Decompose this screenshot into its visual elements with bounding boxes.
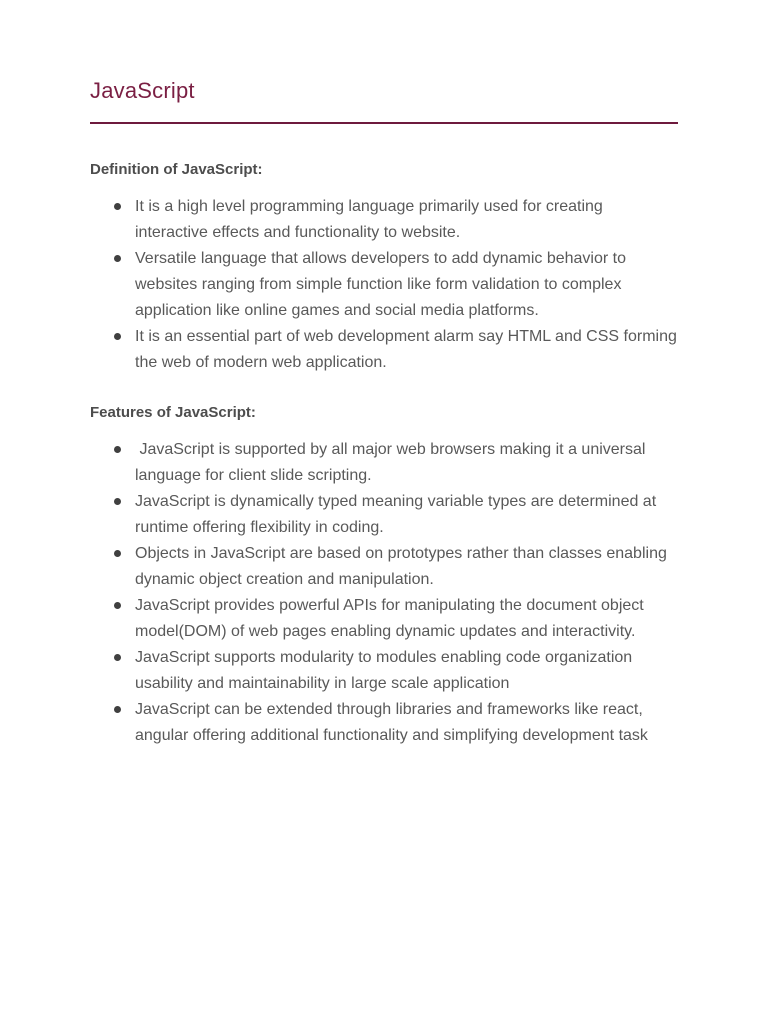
features-bullet-list	[90, 437, 680, 749]
title-underline-divider	[90, 122, 678, 124]
list-item	[90, 697, 680, 749]
bullet-icon	[114, 446, 121, 453]
bullet-icon	[114, 654, 121, 661]
bullet-icon	[114, 203, 121, 210]
bullet-icon	[114, 550, 121, 557]
definition-bullet-list	[90, 194, 680, 376]
list-item	[90, 246, 680, 324]
bullet-icon	[114, 255, 121, 262]
list-item-text: JavaScript is dynamically typed meaning variable types are determined at runtime offering flexibility in coding.	[135, 493, 657, 536]
document-title: JavaScript	[90, 78, 195, 103]
list-item-text: JavaScript supports modularity to modules enabling code organization usability and maintainability in large scale application	[135, 649, 633, 692]
list-item	[90, 645, 680, 697]
list-item-text: JavaScript is supported by all major web browsers making it a universal language for client slide scripting.	[135, 441, 650, 484]
list-item	[90, 489, 680, 541]
bullet-icon	[114, 333, 121, 340]
bullet-icon	[114, 498, 121, 505]
list-item	[90, 324, 680, 376]
features-section	[90, 403, 680, 749]
list-item-text: It is an essential part of web development alarm say HTML and CSS forming the web of modern web application.	[135, 328, 677, 371]
features-heading: Features of JavaScript:	[90, 404, 256, 421]
list-item-text: JavaScript provides powerful APIs for manipulating the document object model(DOM) of web pages enabling dynamic updates and interactivity.	[135, 597, 644, 640]
definition-section	[90, 160, 680, 376]
bullet-icon	[114, 602, 121, 609]
list-item-text: Objects in JavaScript are based on prototypes rather than classes enabling dynamic object creation and manipulation.	[135, 545, 667, 588]
list-item	[90, 437, 680, 489]
list-item	[90, 541, 680, 593]
list-item	[90, 194, 680, 246]
list-item-text: It is a high level programming language primarily used for creating interactive effects and functionality to website.	[135, 198, 603, 241]
list-item	[90, 593, 680, 645]
definition-heading: Definition of JavaScript:	[90, 161, 263, 178]
list-item-text: JavaScript can be extended through libraries and frameworks like react, angular offering additional functionality and simplifying development task	[135, 701, 648, 744]
bullet-icon	[114, 706, 121, 713]
list-item-text: Versatile language that allows developers to add dynamic behavior to websites ranging from simple function like form validation to complex application like online games and social media platforms.	[135, 250, 626, 319]
